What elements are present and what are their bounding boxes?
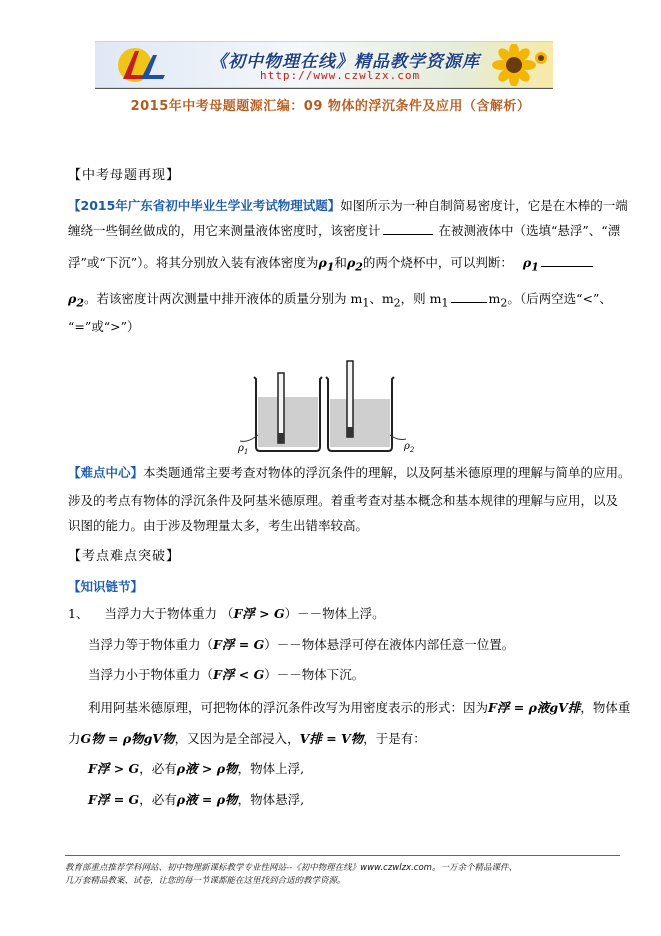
formula: G物 = ρ物gV物: [80, 731, 175, 746]
knowledge-para-1: [88, 699, 630, 717]
item-text: ）－－物体悬浮可停在液体内部任意一位置。: [264, 637, 515, 652]
banner-title: 《初中物理在线》精品教学资源库: [210, 52, 480, 72]
knowledge-condition-1: [88, 760, 304, 778]
formula: V排 = V物: [299, 731, 364, 746]
rho-subscript: 2: [355, 260, 363, 274]
m-subscript: 2: [393, 296, 401, 310]
question-text: ，则 m: [400, 291, 442, 306]
copper-wire-right: [347, 427, 353, 437]
knowledge-condition-2: [88, 791, 304, 809]
title-divider: [95, 88, 553, 89]
item-number: 1、: [68, 606, 89, 621]
footer-line-2: 几万套精品教案、试卷，让您的每一节课都能在这里找到合适的教学资源。: [65, 876, 346, 886]
section-heading-recap: 【中考母题再现】: [68, 168, 181, 183]
difficulty-line-2: 涉及的考点有物体的浮沉条件及阿基米德原理。着重考查对基本概念和基本规律的理解与应用，以及: [68, 493, 619, 508]
rho-symbol: ρ: [522, 255, 532, 270]
difficulty-line-3: 识图的能力。由于涉及物理量太多，考生出错率较高。: [68, 518, 369, 533]
question-text: 缠绕一些铜丝做成的，用它来测量液体密度时，该密度计: [68, 223, 381, 238]
document-title: 2015年中考母题题源汇编：09 物体的浮沉条件及应用（含解析）: [130, 99, 531, 114]
question-text: 浮”或“下沉”）。将其分别放入装有液体密度为: [68, 255, 319, 270]
sunflower-icon: [479, 44, 549, 86]
difficulty-text: 本类题通常主要考查对物体的浮沉条件的理解，以及阿基米德原理的理解与简单的应用。: [143, 465, 631, 480]
rho-symbol: ρ: [318, 255, 327, 270]
item-text: 当浮力大于物体重力 （: [104, 606, 234, 621]
rho-subscript: 1: [326, 260, 335, 274]
liquid-left: [258, 397, 318, 447]
m-subscript: 2: [500, 296, 508, 310]
answer-blank-3: [451, 290, 487, 303]
difficulty-line-1: [68, 464, 631, 482]
question-line-5: “=”或“>”）: [68, 319, 140, 334]
beaker-right: [326, 361, 406, 451]
liquid-right: [330, 399, 390, 447]
item-text: ，又因为是全部浸入，: [174, 731, 300, 746]
hydrometer-right: [347, 361, 353, 437]
page-footer: [65, 862, 625, 888]
formula: ρ液 > ρ物: [176, 761, 238, 776]
formula: F浮 > G: [233, 606, 285, 621]
knowledge-para-2: [68, 730, 426, 748]
knowledge-item-3: [88, 666, 364, 684]
banner-url: http://www.czwlzx.com: [260, 69, 421, 82]
item-text: ,: [300, 761, 305, 776]
item-text: ，于是有：: [363, 731, 426, 746]
footer-line-1: 教育部重点推荐学科网站、初中物理新课标教学专业性网站--《初中物理在线》www.czwlzx.com。一万余个精品课件、: [65, 863, 517, 873]
difficulty-tag: 【难点中心】: [68, 465, 144, 480]
question-line-2: [68, 222, 620, 240]
rho-symbol: ρ: [346, 255, 356, 270]
knowledge-tag: 【知识链节】: [68, 579, 144, 594]
question-line-1: [68, 197, 628, 215]
rho-symbol: ρ: [68, 291, 77, 306]
item-text: ,: [300, 792, 305, 807]
hydrometer-left: [278, 373, 284, 443]
m-subscript: 1: [441, 296, 449, 310]
copper-wire-left: [278, 433, 284, 443]
beaker-figure: [238, 355, 418, 460]
knowledge-item-2: [88, 636, 514, 654]
beaker-left: [240, 373, 322, 451]
question-line-3: [68, 254, 593, 277]
formula: F浮 > G: [88, 761, 140, 776]
question-text: 。（后两空选“<”、: [507, 291, 612, 306]
item-text: 利用阿基米德原理，可把物体的浮沉条件改写为用密度表示的形式：因为: [88, 700, 489, 715]
item-text: 当浮力等于物体重力（: [88, 637, 214, 652]
item-text: 力: [68, 731, 81, 746]
answer-blank-1: [383, 222, 433, 235]
item-text: ）－－物体下沉。: [264, 667, 365, 682]
question-line-4: [68, 290, 612, 313]
rho-subscript: 2: [76, 296, 84, 310]
header-banner: [95, 41, 553, 88]
site-logo-icon: [113, 45, 173, 85]
item-text: ，必有: [139, 792, 177, 807]
question-text: 的两个烧杯中，可以判断：: [362, 255, 513, 270]
knowledge-item-1: [68, 605, 385, 623]
question-text: m: [488, 291, 501, 306]
item-text: ，必有: [139, 761, 177, 776]
question-text: 和: [334, 255, 347, 270]
rho-subscript: 1: [531, 260, 539, 274]
question-text: 如图所示为一种自制简易密度计，它是在木棒的一端: [340, 198, 628, 213]
item-text: ）－－物体上浮。: [284, 606, 385, 621]
formula: F浮 = ρ液gV排: [488, 700, 581, 715]
label-rho1: $\rho_1$: [238, 443, 249, 456]
m-subscript: 1: [362, 296, 370, 310]
formula: F浮 = G: [88, 792, 140, 807]
item-text: 当浮力小于物体重力（: [88, 667, 214, 682]
question-text: 、m: [369, 291, 394, 306]
footer-divider: [65, 855, 620, 856]
item-text: ，物体悬浮: [237, 792, 301, 807]
label-rho2: $\rho_2$: [404, 441, 415, 454]
question-text: 。若该密度计两次测量中排开液体的质量分别为 m: [83, 291, 363, 306]
question-source-tag: 【2015年广东省初中毕业生学业考试物理试题】: [68, 198, 341, 213]
answer-blank-2: [541, 254, 593, 267]
formula: F浮 < G: [213, 667, 265, 682]
item-text: ，物体上浮: [237, 761, 301, 776]
formula: ρ液 = ρ物: [176, 792, 238, 807]
formula: F浮 = G: [213, 637, 265, 652]
section-heading-breakthrough: 【考点难点突破】: [68, 549, 181, 564]
item-text: ，物体重: [580, 700, 631, 715]
question-text: 在被测液体中（选填“悬浮”、“漂: [438, 223, 621, 238]
